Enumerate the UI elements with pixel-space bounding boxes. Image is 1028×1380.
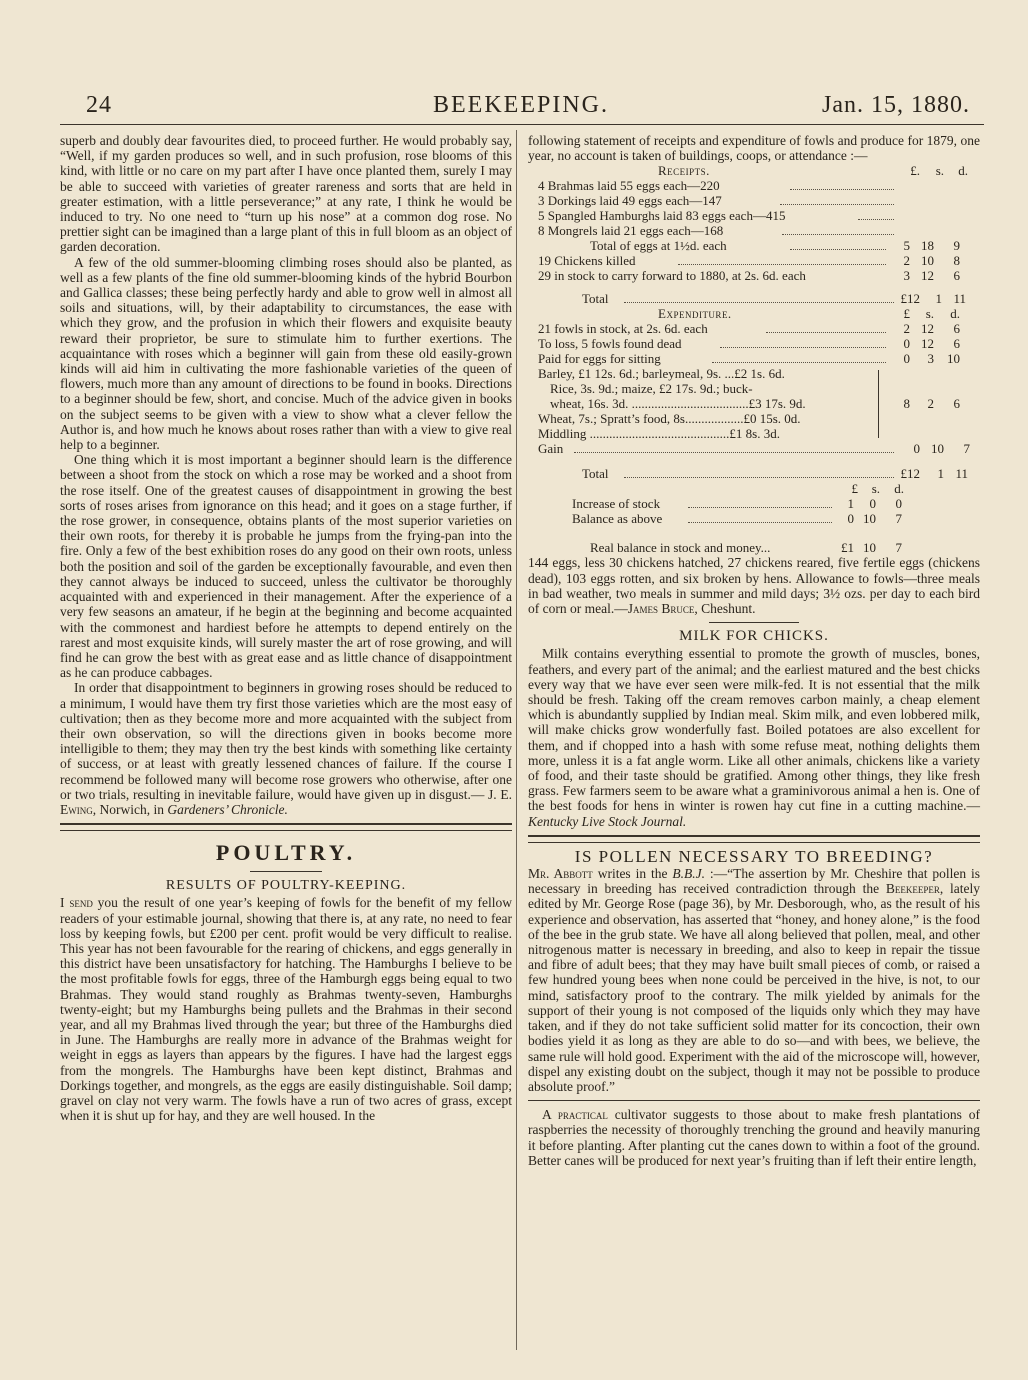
table-row: 5 Spangled Hamburghs laid 83 eggs each—415: [528, 208, 980, 223]
table-row: Balance as above 0 10 7: [572, 511, 902, 527]
column-divider: [516, 130, 517, 1350]
milk-paragraph: Milk contains everything essential to promote the growth of muscles, bones, feathers, and every part of the animal; and the earliest matured and the best chicks every way that we have ever seen were milk-fed. It is not essential that the milk should be fresh. Taking off the cream removes carbon mainly, a cheap element which is abundantly supplied by Indian meal. Skim milk, and even lobbered milk, will make chicks grow wonderfully fast. Boiled potatoes are also excellent for them, and if chopped into a hash with some refuse meat, nothing delights them more, unless it is a fat angle worm. Like all other animals, chickens like a variety of food, and their taste should be gratified. Among other things, they like fresh grass. Few farmers seem to be aware what a graminivorous animal a hen is. One of the best foods for hens in winter is rowen hay cut fine in a cutting machine.— Kentucky Live Stock Journal.: [528, 646, 980, 829]
milk-heading: MILK FOR CHICKS.: [679, 628, 829, 645]
table-row: Rice, 3s. 9d.; maize, £2 17s. 9d.; buck-: [550, 381, 753, 397]
feed-costs-block: [528, 366, 980, 441]
page-header: [56, 92, 986, 122]
table-row: 29 in stock to carry forward to 1880, at 2s. 6d. each 3 12 6: [538, 268, 960, 284]
expenditure-header-row: Expenditure. £ s. d.: [658, 306, 960, 322]
raspberry-paragraph: A practical cultivator suggests to those about to make fresh plantations of raspberries the necessity of thoroughly trenching the ground and heavily manuring it before planting. After planting cut the canes down to within a foot of the ground. Better canes will be produced for next year’s fruiting than if left their entire length,: [528, 1107, 980, 1168]
header-rule: [60, 124, 984, 125]
table-row: Barley, £1 12s. 6d.; barleymeal, 9s. ...£2 1s. 6d.: [538, 366, 785, 382]
rose-article-author: J. E. Ewing: [60, 786, 513, 817]
page-number: 24: [86, 92, 112, 118]
gain-row: Gain 0 10 7: [538, 441, 970, 457]
table-row: Paid for eggs for sitting 0 3 10: [538, 351, 960, 367]
right-column: [528, 133, 980, 1168]
section-double-rule: [60, 823, 512, 831]
table-row: wheat, 16s. 3d. ....................................£3 17s. 9d. 8 2 6: [550, 396, 960, 412]
receipts-header-row: Receipts. £. s. d.: [658, 163, 968, 179]
issue-date: Jan. 15, 1880.: [822, 92, 970, 118]
expenditure-total-row: Total £12 1 11: [582, 466, 968, 482]
poultry-heading-rule: [250, 871, 322, 872]
expenditure-heading: Expenditure.: [658, 306, 732, 322]
accounts-intro: following statement of receipts and expenditure of fowls and produce for 1879, one year, no account is taken of buildings, coops, or attendance :—: [528, 133, 980, 164]
receipts-table: [528, 163, 980, 555]
real-balance-row: Real balance in stock and money... £1 10 7: [590, 540, 902, 556]
table-row: Wheat, 7s.; Spratt’s food, 8s..................£0 15s. 0d.: [538, 411, 801, 427]
receipts-heading: Receipts.: [658, 163, 710, 179]
table-row: Total of eggs at 1½d. each 5 18 9: [590, 238, 960, 254]
table-row: To loss, 5 fowls found dead 0 12 6: [538, 336, 960, 352]
rose-paragraph-1: superb and doubly dear favourites died, to proceed further. He would probably say, “Well, if my garden produces so well, and in such profusion, rose blooms of this kind, with little or no care on my part after I have once planted them, surely I may be able to succeed with varieties of greater rareness and sorts that are held in greater estimation, with a little perseverance;” at any rate, I think he would be induced to try. No one need to “turn up his nose” at a common dog rose. No prettier sight can be imagined than a large plant of this in full bloom as an object of garden decoration.: [60, 133, 512, 255]
table-row: 21 fowls in stock, at 2s. 6d. each 2 12 6: [538, 321, 960, 337]
left-column: [60, 133, 512, 1123]
receipts-total-row: Total £12 1 11: [582, 291, 966, 307]
journal-title: BEEKEEPING.: [433, 92, 609, 118]
table-row: 19 Chickens killed 2 10 8: [538, 253, 960, 269]
pollen-heading: IS POLLEN NECESSARY TO BREEDING?: [574, 846, 934, 866]
rose-paragraph-2: A few of the old summer-blooming climbing roses should also be planted, as well as a few plants of the fine old summer-blooming kinds of the hybrid Bourbon and Gallica classes; these being perfectly hardy and able to grow well in almost all soils and situations, will, by their adaptability to circumstances, the ease with which they grow, and the profusion in which their flowers and exquisite beauty reward their proprietor, be sure to stimulate him to further exertions. The acquaintance with roses which a beginner will gain from these old easily-grown kinds will aid him in cultivating the more fashionable varieties of the queen of flowers, much more than any amount of directions to be found in books. Directions to a beginner should be few, short, and concise. Much of the advice given in books on the subject seems to be given with a view to show what a clever fellow the Author is, and how much he knows about roses rather than with a view to give real help to a beginner.: [60, 254, 512, 453]
table-row: 8 Mongrels laid 21 eggs each—168: [528, 223, 980, 238]
table-row: 4 Brahmas laid 55 eggs each—220: [528, 178, 980, 193]
poultry-section-heading: POULTRY.: [215, 840, 357, 866]
pollen-paragraph: Mr. Abbott writes in the B.B.J. :—“The assertion by Mr. Cheshire that pollen is necessary in breeding has received contradiction through the Beekeeper, lately edited by Mr. George Rose (page 36), by Mr. Desborough, who, as the result of his experience and observation, has asserted that “honey, and honey alone,” is the food of the bee in the grub state. We have all along believed that pollen, meal, and other nitrogenous matter is necessary in breeding, and also to keep in repair the tissue and fibre of adult bees; that they may have built small pieces of comb, or raised a few hundred young bees when none could be perceived in the hive, is not, to our mind, satisfactory proof to the contrary. The milk yielded by animals for the support of their young is not composed of the liquids only which they may have taken, and if they do not take sufficient solid matter for its concoction, their own bodies yield it as long as they are able to do so—and with bees, we believe, the same rule will hold good. Experiment with the aid of the microscope will, however, dispel any existing doubt on the subject, though it may not be possible to produce absolute proof.”: [528, 866, 981, 1094]
section-rule: [709, 622, 799, 623]
summary-header-row: £ s. d.: [851, 481, 904, 497]
feed-brace: [878, 370, 879, 438]
rose-paragraph-4: In order that disappointment to beginners in growing roses should be reduced to a minimum, I would have them try first those varieties which are the most easy of cultivation; then as they become more and more acquainted with the subject from their own observation, so will the directions given in books become more intelligible to them; they may then try the best kinds with something like certainty of success, or at least with greatly lessened chances of failure. If the course I recommend be followed many will become rose growers who otherwise, after one or two trials, resulting in inevitable failure, would have given up in disgust.— J. E. Ewing, Norwich, in Gardeners’ Chronicle.: [60, 680, 513, 817]
table-row: Increase of stock 1 0 0: [572, 496, 902, 512]
rose-paragraph-3: One thing which it is most important a beginner should learn is the difference between a shoot from the stock on which a rose may be worked and a shoot from the rose itself. One of the greatest causes of disappointment in growing the best sorts of roses arises from ignorance on this head; and it goes on a stage further, if the rose grower, in consequence, obtains plants of the most superior varieties on their own roots, for thereby it is probable he jumps from the frying-pan into the fire. Only a few of the best exhibition roses do any good on their own roots, unless both the position and soil of the garden be exceptionally favourable, and even then they cannot always be induced to succeed, unless the cultivator be thoroughly acquainted with and experienced in their management. After the experience of a very few seasons an amateur, if he begin at the beginning and become acquainted with the commonest and hardiest before he attempts to depend entirely on the rarest and most exquisite kinds, will surely master the art of rose growing, and will find he can grow the best with as great ease and as little chance of disappointment as he can produce cabbages.: [60, 452, 512, 681]
rose-article-source: Gardeners’ Chronicle.: [167, 801, 288, 817]
poultry-closing-paragraph: 144 eggs, less 30 chickens hatched, 27 chickens reared, five fertile eggs (chickens dead), 103 eggs rotten, and six broken by hens. Allowance to fowls—three meals in bad weather, two meals in summer and mild days; 3½ ozs. per day to each bird of corn or meal.—James Bruce, Cheshunt.: [528, 555, 980, 617]
poultry-paragraph: I send you the result of one year’s keeping of fowls for the benefit of my fellow readers of your estimable journal, showing that there is, at any rate, no need to fear loss by keeping fowls, but £200 per cent. profit would be very difficult to realise. This year has not been favourable for the rearing of chickens, and eggs generally in this district have been unsatisfactory for hatching. The Hamburghs I believe to be the most profitable fowls for eggs, three of the Hamburgh eggs being equal to two Brahmas. They would stand roughly as Brahmas twenty-seven, Hamburghs twenty-eight; but my Hamburghs being pullets and the Brahmas in their second year, and all my Brahmas lived through the year; but three of the Hamburghs died in June. The Hamburghs are really more in advance of the Brahmas weight for weight in eggs as layers than appears by the figures. I have had the largest eggs from the mongrels. The Hamburghs have been kept distinct, Brahmas and Dorkings together, and mongrels, as the eggs are easily distinguishable. Soil damp; gravel on clay not very warm. The fowls have a run of two acres of grass, except when it is shut up for hay, and they are well housed. In the: [60, 895, 513, 1124]
section-rule: [528, 1100, 980, 1101]
section-double-rule: [528, 835, 980, 843]
table-row: 3 Dorkings laid 49 eggs each—147: [528, 193, 980, 208]
results-heading: RESULTS OF POULTRY-KEEPING.: [165, 878, 407, 894]
table-row: Middling ...........................................£1 8s. 3d.: [538, 426, 780, 442]
